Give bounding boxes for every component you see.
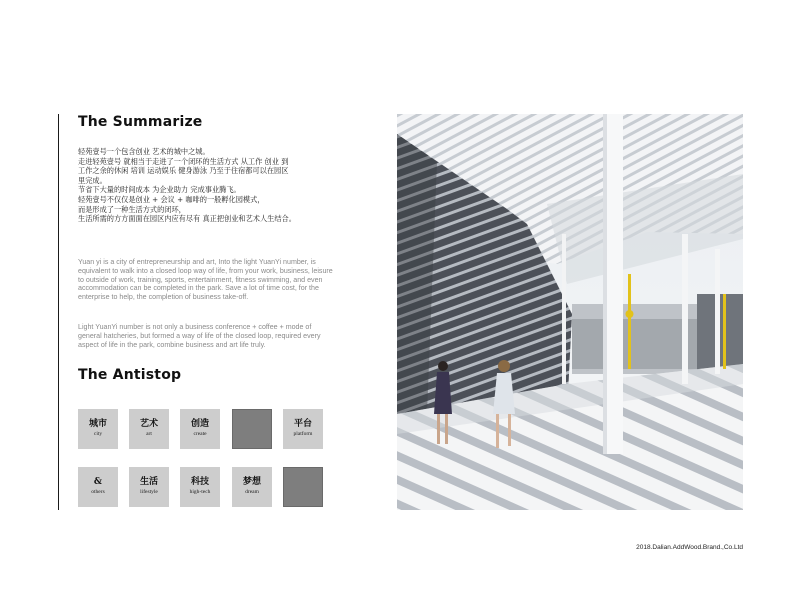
vertical-divider-line: [58, 114, 59, 510]
keyword-tile-blank-dark: [232, 409, 272, 449]
keyword-en: high-tech: [189, 489, 211, 495]
keyword-zh: 科技: [190, 477, 209, 487]
cn-line: 里完成。: [78, 175, 107, 185]
keyword-en: lifestyle: [140, 489, 158, 495]
courtyard-photo-illustration: [397, 114, 743, 510]
cn-line: 生活所需的方方面面在园区内应有尽有 真正把创业和艺术人生结合。: [78, 214, 296, 224]
courtyard-photo: [397, 114, 743, 510]
keyword-en: city: [93, 431, 103, 437]
keyword-tile-high-tech: [180, 467, 220, 507]
keyword-tile-dream: [232, 467, 272, 507]
cn-line: 走进轻苑壹号 就相当于走进了一个闭环的生活方式 从工作 创业 到: [78, 156, 289, 166]
keyword-tile-blank-dark: [283, 467, 323, 507]
keyword-zh: 梦想: [242, 477, 261, 487]
keyword-tile-city: [78, 409, 118, 449]
keyword-en: others: [91, 489, 105, 495]
summarize-chinese-text: [78, 147, 338, 224]
keyword-en: dream: [245, 489, 259, 495]
keyword-tile-create: [180, 409, 220, 449]
keyword-zh: 城市: [88, 419, 107, 429]
antistop-title: The Antistop: [78, 367, 182, 383]
keyword-en: platform: [293, 431, 313, 437]
keyword-zh: &: [93, 477, 103, 487]
cn-line: 而是形成了一种生活方式的闭环，: [78, 204, 186, 214]
keyword-tile-platform: [283, 409, 323, 449]
summarize-english-paragraph-2: Light YuanYi number is not only a business conference + coffee + mode of general hatcheries, but formed a way of life of the closed loop, required every aspect of life in the park, combine business and art life truly.: [78, 323, 321, 349]
summarize-title: The Summarize: [78, 114, 203, 130]
keyword-en: create: [193, 431, 207, 437]
keyword-tile-others: [78, 467, 118, 507]
keyword-zh: 创造: [190, 419, 209, 429]
keyword-zh: 生活: [139, 477, 158, 487]
copyright-footer: 2018.Dalian.AddWood.Brand.,Co.Ltd: [636, 544, 743, 551]
cn-line: 工作之余的休闲 培训 运动娱乐 健身游泳 乃至于住宿都可以在园区: [78, 166, 289, 176]
keyword-zh: 艺术: [139, 419, 158, 429]
cn-line: 节省下大量的时间成本 为企业助力 完成事业腾飞。: [78, 185, 241, 195]
keyword-tile-lifestyle: [129, 467, 169, 507]
keyword-zh: 平台: [293, 419, 312, 429]
keyword-en: art: [146, 431, 152, 437]
keyword-tile-art: [129, 409, 169, 449]
cn-line: 轻苑壹号一个包含创业 艺术的城中之城。: [78, 147, 210, 156]
summarize-english-paragraph-1: Yuan yi is a city of entrepreneurship and art, Into the light YuanYi number, is equivalent to walk into a closed loop way of life, from your work, business, leisure to outside of work, training, sports, entertainment, fitness swimming, and even accommodation can be completed in the park. Save a lot of time cost, for the enterprise to help, the completion of business take-off.: [78, 258, 333, 302]
cn-line: 轻苑壹号不仅仅是创业 + 会议 + 咖啡的一般孵化园模式，: [78, 194, 265, 204]
